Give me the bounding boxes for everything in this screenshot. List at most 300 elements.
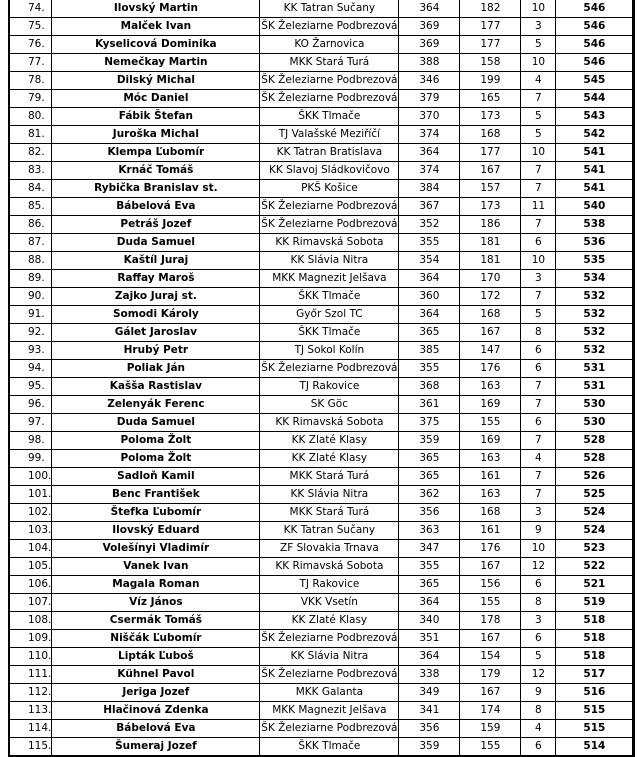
player-name-cell: Rybička Branislav st. [52, 180, 260, 198]
rank-cell: 91. [9, 306, 52, 324]
club-cell: ŠKK Tlmače [260, 738, 399, 757]
player-name-cell: Kašša Rastislav [52, 378, 260, 396]
misses-cell: 5 [521, 306, 556, 324]
misses-cell: 8 [521, 324, 556, 342]
rank-cell: 82. [9, 144, 52, 162]
rank-cell: 94. [9, 360, 52, 378]
misses-cell: 7 [521, 90, 556, 108]
total-score-cell: 531 [556, 378, 634, 396]
table-row [9, 540, 634, 558]
total-score-cell: 542 [556, 126, 634, 144]
club-cell: ZF Slovakia Trnava [260, 540, 399, 558]
total-score-cell: 525 [556, 486, 634, 504]
club-cell: ŠK Železiarne Podbrezová [260, 360, 399, 378]
misses-cell: 3 [521, 612, 556, 630]
table-row [9, 450, 634, 468]
misses-cell: 10 [521, 540, 556, 558]
player-name-cell: Lipták Ľuboš [52, 648, 260, 666]
club-cell: MKK Stará Turá [260, 54, 399, 72]
misses-cell: 7 [521, 432, 556, 450]
full-score-cell: 365 [399, 468, 460, 486]
clear-score-cell: 168 [460, 126, 521, 144]
full-score-cell: 356 [399, 720, 460, 738]
full-score-cell: 354 [399, 252, 460, 270]
rank-cell: 77. [9, 54, 52, 72]
club-cell: PKŠ Košice [260, 180, 399, 198]
table-row [9, 414, 634, 432]
full-score-cell: 355 [399, 360, 460, 378]
misses-cell: 10 [521, 54, 556, 72]
rank-cell: 89. [9, 270, 52, 288]
player-name-cell: Nemečkay Martin [52, 54, 260, 72]
misses-cell: 7 [521, 396, 556, 414]
total-score-cell: 541 [556, 144, 634, 162]
player-name-cell: Malček Ivan [52, 18, 260, 36]
table-row [9, 576, 634, 594]
player-name-cell: Ilovský Martin [52, 0, 260, 18]
misses-cell: 5 [521, 36, 556, 54]
rank-cell: 110. [9, 648, 52, 666]
player-name-cell: Bábelová Eva [52, 198, 260, 216]
rank-cell: 114. [9, 720, 52, 738]
club-cell: KK Zlaté Klasy [260, 432, 399, 450]
table-row [9, 72, 634, 90]
club-cell: ŠK Železiarne Podbrezová [260, 90, 399, 108]
club-cell: KK Zlaté Klasy [260, 612, 399, 630]
clear-score-cell: 155 [460, 414, 521, 432]
clear-score-cell: 147 [460, 342, 521, 360]
total-score-cell: 514 [556, 738, 634, 757]
clear-score-cell: 161 [460, 468, 521, 486]
player-name-cell: Ilovský Eduard [52, 522, 260, 540]
clear-score-cell: 176 [460, 360, 521, 378]
total-score-cell: 521 [556, 576, 634, 594]
club-cell: KK Tatran Sučany [260, 522, 399, 540]
clear-score-cell: 163 [460, 486, 521, 504]
clear-score-cell: 167 [460, 630, 521, 648]
full-score-cell: 346 [399, 72, 460, 90]
table-row [9, 684, 634, 702]
player-name-cell: Fábik Štefan [52, 108, 260, 126]
player-name-cell: Štefka Ľubomír [52, 504, 260, 522]
player-name-cell: Kühnel Pavol [52, 666, 260, 684]
misses-cell: 5 [521, 126, 556, 144]
misses-cell: 7 [521, 378, 556, 396]
rank-cell: 83. [9, 162, 52, 180]
misses-cell: 7 [521, 468, 556, 486]
full-score-cell: 338 [399, 666, 460, 684]
clear-score-cell: 155 [460, 594, 521, 612]
full-score-cell: 364 [399, 144, 460, 162]
total-score-cell: 546 [556, 54, 634, 72]
full-score-cell: 370 [399, 108, 460, 126]
clear-score-cell: 168 [460, 306, 521, 324]
clear-score-cell: 155 [460, 738, 521, 757]
club-cell: KK Tatran Sučany [260, 0, 399, 18]
total-score-cell: 518 [556, 630, 634, 648]
player-name-cell: Niščák Ľubomír [52, 630, 260, 648]
rank-cell: 93. [9, 342, 52, 360]
total-score-cell: 517 [556, 666, 634, 684]
total-score-cell: 532 [556, 288, 634, 306]
club-cell: KK Rimavská Sobota [260, 558, 399, 576]
rank-cell: 95. [9, 378, 52, 396]
misses-cell: 6 [521, 738, 556, 757]
rank-cell: 75. [9, 18, 52, 36]
misses-cell: 6 [521, 576, 556, 594]
club-cell: VKK Vsetín [260, 594, 399, 612]
total-score-cell: 522 [556, 558, 634, 576]
full-score-cell: 351 [399, 630, 460, 648]
rank-cell: 85. [9, 198, 52, 216]
club-cell: MKK Magnezit Jelšava [260, 270, 399, 288]
table-row [9, 54, 634, 72]
total-score-cell: 541 [556, 180, 634, 198]
table-row [9, 288, 634, 306]
club-cell: MKK Stará Turá [260, 468, 399, 486]
rank-cell: 104. [9, 540, 52, 558]
misses-cell: 8 [521, 594, 556, 612]
total-score-cell: 524 [556, 504, 634, 522]
total-score-cell: 544 [556, 90, 634, 108]
player-name-cell: Bábelová Eva [52, 720, 260, 738]
clear-score-cell: 181 [460, 234, 521, 252]
club-cell: ŠK Železiarne Podbrezová [260, 18, 399, 36]
full-score-cell: 374 [399, 126, 460, 144]
clear-score-cell: 176 [460, 540, 521, 558]
rank-cell: 80. [9, 108, 52, 126]
table-row [9, 180, 634, 198]
full-score-cell: 364 [399, 270, 460, 288]
clear-score-cell: 172 [460, 288, 521, 306]
clear-score-cell: 167 [460, 558, 521, 576]
full-score-cell: 352 [399, 216, 460, 234]
rank-cell: 103. [9, 522, 52, 540]
rank-cell: 106. [9, 576, 52, 594]
full-score-cell: 365 [399, 450, 460, 468]
rank-cell: 102. [9, 504, 52, 522]
rank-cell: 100. [9, 468, 52, 486]
table-row [9, 108, 634, 126]
misses-cell: 6 [521, 630, 556, 648]
player-name-cell: Jeriga Jozef [52, 684, 260, 702]
full-score-cell: 349 [399, 684, 460, 702]
player-name-cell: Móc Daniel [52, 90, 260, 108]
rank-cell: 81. [9, 126, 52, 144]
results-table-body [9, 0, 634, 756]
total-score-cell: 532 [556, 306, 634, 324]
rank-cell: 101. [9, 486, 52, 504]
misses-cell: 7 [521, 486, 556, 504]
table-row [9, 486, 634, 504]
full-score-cell: 369 [399, 36, 460, 54]
player-name-cell: Somodi Károly [52, 306, 260, 324]
clear-score-cell: 167 [460, 324, 521, 342]
player-name-cell: Poloma Žolt [52, 432, 260, 450]
player-name-cell: Kyselicová Dominika [52, 36, 260, 54]
rank-cell: 105. [9, 558, 52, 576]
total-score-cell: 524 [556, 522, 634, 540]
table-row [9, 720, 634, 738]
table-row [9, 738, 634, 757]
club-cell: KK Slávia Nitra [260, 486, 399, 504]
rank-cell: 113. [9, 702, 52, 720]
clear-score-cell: 167 [460, 162, 521, 180]
club-cell: ŠK Železiarne Podbrezová [260, 72, 399, 90]
table-row [9, 216, 634, 234]
club-cell: ŠK Železiarne Podbrezová [260, 198, 399, 216]
rank-cell: 99. [9, 450, 52, 468]
total-score-cell: 518 [556, 648, 634, 666]
full-score-cell: 368 [399, 378, 460, 396]
total-score-cell: 538 [556, 216, 634, 234]
misses-cell: 5 [521, 108, 556, 126]
full-score-cell: 340 [399, 612, 460, 630]
misses-cell: 10 [521, 0, 556, 18]
clear-score-cell: 156 [460, 576, 521, 594]
clear-score-cell: 161 [460, 522, 521, 540]
total-score-cell: 541 [556, 162, 634, 180]
player-name-cell: Raffay Maroš [52, 270, 260, 288]
clear-score-cell: 163 [460, 378, 521, 396]
rank-cell: 78. [9, 72, 52, 90]
misses-cell: 9 [521, 522, 556, 540]
total-score-cell: 526 [556, 468, 634, 486]
full-score-cell: 374 [399, 162, 460, 180]
misses-cell: 10 [521, 144, 556, 162]
table-row [9, 126, 634, 144]
rank-cell: 88. [9, 252, 52, 270]
player-name-cell: Duda Samuel [52, 234, 260, 252]
table-row [9, 378, 634, 396]
rank-cell: 86. [9, 216, 52, 234]
full-score-cell: 362 [399, 486, 460, 504]
full-score-cell: 379 [399, 90, 460, 108]
club-cell: KK Zlaté Klasy [260, 450, 399, 468]
clear-score-cell: 168 [460, 504, 521, 522]
rank-cell: 79. [9, 90, 52, 108]
club-cell: SK Göc [260, 396, 399, 414]
clear-score-cell: 173 [460, 198, 521, 216]
total-score-cell: 531 [556, 360, 634, 378]
club-cell: ŠK Železiarne Podbrezová [260, 720, 399, 738]
table-row [9, 396, 634, 414]
table-row [9, 360, 634, 378]
total-score-cell: 532 [556, 342, 634, 360]
full-score-cell: 360 [399, 288, 460, 306]
player-name-cell: Kaštíl Juraj [52, 252, 260, 270]
player-name-cell: Csermák Tomáš [52, 612, 260, 630]
table-row [9, 612, 634, 630]
club-cell: ŠK Železiarne Podbrezová [260, 216, 399, 234]
total-score-cell: 515 [556, 702, 634, 720]
player-name-cell: Poliak Ján [52, 360, 260, 378]
clear-score-cell: 177 [460, 144, 521, 162]
clear-score-cell: 165 [460, 90, 521, 108]
table-row [9, 0, 634, 18]
club-cell: KO Žarnovica [260, 36, 399, 54]
full-score-cell: 364 [399, 0, 460, 18]
table-row [9, 162, 634, 180]
player-name-cell: Duda Samuel [52, 414, 260, 432]
table-row [9, 594, 634, 612]
club-cell: TJ Rakovice [260, 576, 399, 594]
club-cell: KK Rimavská Sobota [260, 234, 399, 252]
table-row [9, 18, 634, 36]
rank-cell: 112. [9, 684, 52, 702]
table-row [9, 324, 634, 342]
club-cell: KK Slavoj Sládkovičovo [260, 162, 399, 180]
clear-score-cell: 167 [460, 684, 521, 702]
player-name-cell: Vanek Ivan [52, 558, 260, 576]
player-name-cell: Sadloň Kamil [52, 468, 260, 486]
full-score-cell: 367 [399, 198, 460, 216]
misses-cell: 3 [521, 270, 556, 288]
player-name-cell: Dilský Michal [52, 72, 260, 90]
player-name-cell: Benc František [52, 486, 260, 504]
club-cell: Győr Szol TC [260, 306, 399, 324]
full-score-cell: 385 [399, 342, 460, 360]
table-row [9, 630, 634, 648]
player-name-cell: Zajko Juraj st. [52, 288, 260, 306]
misses-cell: 4 [521, 720, 556, 738]
rank-cell: 97. [9, 414, 52, 432]
total-score-cell: 536 [556, 234, 634, 252]
rank-cell: 76. [9, 36, 52, 54]
results-table [8, 0, 635, 757]
table-row [9, 234, 634, 252]
total-score-cell: 546 [556, 18, 634, 36]
full-score-cell: 384 [399, 180, 460, 198]
misses-cell: 5 [521, 648, 556, 666]
full-score-cell: 375 [399, 414, 460, 432]
rank-cell: 109. [9, 630, 52, 648]
misses-cell: 8 [521, 702, 556, 720]
rank-cell: 115. [9, 738, 52, 757]
total-score-cell: 530 [556, 414, 634, 432]
rank-cell: 96. [9, 396, 52, 414]
player-name-cell: Hlačinová Zdenka [52, 702, 260, 720]
club-cell: ŠK Železiarne Podbrezová [260, 630, 399, 648]
club-cell: TJ Rakovice [260, 378, 399, 396]
full-score-cell: 341 [399, 702, 460, 720]
full-score-cell: 369 [399, 18, 460, 36]
player-name-cell: Víz János [52, 594, 260, 612]
full-score-cell: 347 [399, 540, 460, 558]
misses-cell: 7 [521, 180, 556, 198]
full-score-cell: 365 [399, 576, 460, 594]
table-row [9, 666, 634, 684]
clear-score-cell: 174 [460, 702, 521, 720]
table-row [9, 252, 634, 270]
table-row [9, 468, 634, 486]
misses-cell: 3 [521, 18, 556, 36]
misses-cell: 7 [521, 288, 556, 306]
club-cell: ŠKK Tlmače [260, 288, 399, 306]
player-name-cell: Volešínyi Vladimír [52, 540, 260, 558]
clear-score-cell: 159 [460, 720, 521, 738]
player-name-cell: Hrubý Petr [52, 342, 260, 360]
clear-score-cell: 178 [460, 612, 521, 630]
full-score-cell: 364 [399, 594, 460, 612]
player-name-cell: Magala Roman [52, 576, 260, 594]
table-row [9, 270, 634, 288]
misses-cell: 3 [521, 504, 556, 522]
full-score-cell: 355 [399, 234, 460, 252]
rank-cell: 107. [9, 594, 52, 612]
clear-score-cell: 163 [460, 450, 521, 468]
total-score-cell: 518 [556, 612, 634, 630]
misses-cell: 6 [521, 414, 556, 432]
total-score-cell: 545 [556, 72, 634, 90]
full-score-cell: 359 [399, 432, 460, 450]
table-row [9, 144, 634, 162]
total-score-cell: 540 [556, 198, 634, 216]
club-cell: KK Slávia Nitra [260, 648, 399, 666]
full-score-cell: 359 [399, 738, 460, 757]
misses-cell: 7 [521, 216, 556, 234]
rank-cell: 111. [9, 666, 52, 684]
full-score-cell: 363 [399, 522, 460, 540]
misses-cell: 6 [521, 360, 556, 378]
misses-cell: 9 [521, 684, 556, 702]
full-score-cell: 364 [399, 306, 460, 324]
club-cell: TJ Sokol Kolín [260, 342, 399, 360]
total-score-cell: 530 [556, 396, 634, 414]
table-row [9, 648, 634, 666]
rank-cell: 98. [9, 432, 52, 450]
misses-cell: 4 [521, 72, 556, 90]
clear-score-cell: 182 [460, 0, 521, 18]
player-name-cell: Poloma Žolt [52, 450, 260, 468]
club-cell: MKK Galanta [260, 684, 399, 702]
total-score-cell: 546 [556, 0, 634, 18]
full-score-cell: 388 [399, 54, 460, 72]
clear-score-cell: 157 [460, 180, 521, 198]
rank-cell: 84. [9, 180, 52, 198]
total-score-cell: 546 [556, 36, 634, 54]
total-score-cell: 532 [556, 324, 634, 342]
full-score-cell: 355 [399, 558, 460, 576]
rank-cell: 108. [9, 612, 52, 630]
full-score-cell: 364 [399, 648, 460, 666]
table-row [9, 702, 634, 720]
misses-cell: 10 [521, 252, 556, 270]
club-cell: ŠKK Tlmače [260, 108, 399, 126]
club-cell: KK Rimavská Sobota [260, 414, 399, 432]
club-cell: ŠKK Tlmače [260, 324, 399, 342]
player-name-cell: Petráš Jozef [52, 216, 260, 234]
table-row [9, 558, 634, 576]
total-score-cell: 528 [556, 450, 634, 468]
total-score-cell: 534 [556, 270, 634, 288]
player-name-cell: Juroška Michal [52, 126, 260, 144]
table-row [9, 432, 634, 450]
misses-cell: 7 [521, 162, 556, 180]
club-cell: KK Tatran Bratislava [260, 144, 399, 162]
player-name-cell: Šumeraj Jozef [52, 738, 260, 757]
misses-cell: 6 [521, 234, 556, 252]
club-cell: KK Slávia Nitra [260, 252, 399, 270]
club-cell: MKK Stará Turá [260, 504, 399, 522]
rank-cell: 90. [9, 288, 52, 306]
full-score-cell: 356 [399, 504, 460, 522]
total-score-cell: 523 [556, 540, 634, 558]
table-row [9, 342, 634, 360]
table-row [9, 36, 634, 54]
rank-cell: 87. [9, 234, 52, 252]
clear-score-cell: 177 [460, 36, 521, 54]
